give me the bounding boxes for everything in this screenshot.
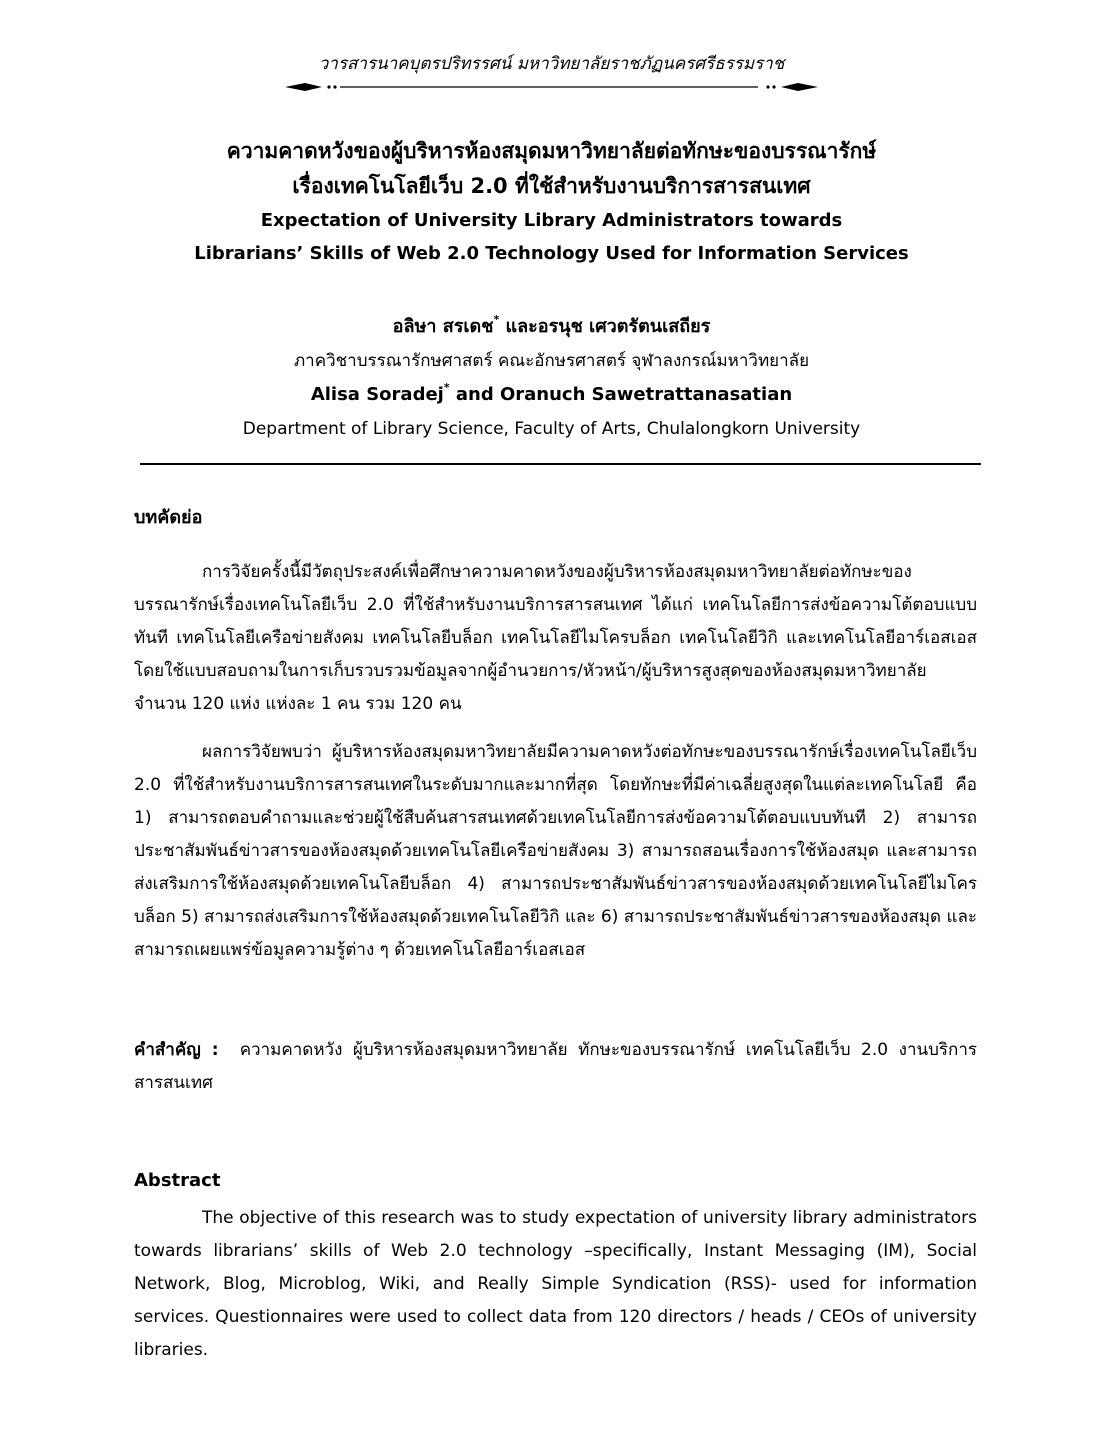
keywords-label: คำสำคัญ : [134, 1040, 219, 1060]
keywords-wrap [134, 1034, 977, 1100]
author2-th: และอรนุช เศวตรัตนเสถียร [499, 316, 711, 337]
separator-rule [140, 463, 981, 465]
title-en-line2: Librarians’ Skills of Web 2.0 Technology Used for Information Services [194, 243, 909, 264]
abstract-th-heading-text: บทคัดย่อ [134, 507, 203, 528]
corresponding-marker: * [443, 381, 450, 394]
title-en-line1: Expectation of University Library Administrators towards [260, 210, 843, 231]
title-th-line1: ความคาดหวังของผู้บริหารห้องสมุดมหาวิทยาลัยต่อทักษะของบรรณารักษ์ [226, 139, 877, 163]
title-th-line2: เรื่องเทคโนโลยีเว็บ 2.0 ที่ใช้สำหรับงานบริการสารสนเทศ [292, 174, 811, 198]
department-th: ภาควิชาบรรณารักษศาสตร์ คณะอักษรศาสตร์ จุฬาลงกรณ์มหาวิทยาลัย [293, 351, 810, 371]
abstract-th-heading [134, 502, 977, 531]
keywords-text: ความคาดหวัง ผู้บริหารห้องสมุดมหาวิทยาลัย ทักษะของบรรณารักษ์ เทคโนโลยีเว็บ 2.0 งานบริการสารสนเทศ [134, 1040, 977, 1093]
authors-th [0, 310, 1103, 344]
abstract-th-para1: การวิจัยครั้งนี้มีวัตถุประสงค์เพื่อศึกษาความคาดหวังของผู้บริหารห้องสมุดมหาวิทยาลัยต่อทักษะของบรรณารักษ์เรื่องเทคโนโลยีเว็บ 2.0 ที่ใช้สำหรับงานบริการสารสนเทศ ได้แก่ เทคโนโลยีการส่งข้อความโต้ตอบแบบทันที เทคโนโลยีเครือข่ายสังคม เทคโนโลยีบล็อก เทคโนโลยีไมโครบล็อก เทคโนโลยีวิกิ และเทคโนโลยีอาร์เอสเอส โดยใช้แบบสอบถามในการเก็บรวบรวมข้อมูลจากผู้อำนวยการ/หัวหน้า/ผู้บริหารสูงสุดของห้องสมุดมหาวิทยาลัย จำนวน 120 แห่ง แห่งละ 1 คน รวม 120 คน [134, 562, 977, 714]
author1-th: อลิษา สรเดช [392, 316, 494, 337]
abstract-en-para1-wrap [134, 1202, 977, 1367]
authors-en [0, 378, 1103, 412]
abstract-en-heading-text: Abstract [134, 1170, 221, 1191]
title-block [0, 134, 1103, 270]
abstract-th-para2: ผลการวิจัยพบว่า ผู้บริหารห้องสมุดมหาวิทยาลัยมีความคาดหวังต่อทักษะของบรรณารักษ์เรื่องเทคโนโลยีเว็บ 2.0 ที่ใช้สำหรับงานบริการสารสนเทศในระดับมากและมากที่สุด โดยทักษะที่มีค่าเฉลี่ยสูงสุดในแต่ละเทคโนโลยี คือ 1) สามารถตอบคำถามและช่วยผู้ใช้สืบค้นสารสนเทศด้วยเทคโนโลยีการส่งข้อความโต้ตอบแบบทันที 2) สามารถประชาสัมพันธ์ข่าวสารของห้องสมุดด้วยเทคโนโลยีเครือข่ายสังคม 3) สามารถสอนเรื่องการใช้ห้องสมุด และสามารถส่งเสริมการใช้ห้องสมุดด้วยเทคโนโลยีบล็อก 4) สามารถประชาสัมพันธ์ข่าวสารของห้องสมุดด้วยเทคโนโลยีไมโครบล็อก 5) สามารถส่งเสริมการใช้ห้องสมุดด้วยเทคโนโลยีวิกิ และ 6) สามารถประชาสัมพันธ์ข่าวสารของห้องสมุด และสามารถเผยแพร่ข้อมูลความรู้ต่าง ๆ ด้วยเทคโนโลยีอาร์เอสเอส [134, 742, 977, 960]
abstract-th-para1-wrap [134, 556, 977, 721]
author2-en: and Oranuch Sawetrattanasatian [449, 384, 793, 405]
keywords [134, 1034, 977, 1100]
corresponding-marker: * [493, 313, 500, 326]
journal-header: วารสารนาคบุตรปริทรรศน์ มหาวิทยาลัยราชภัฏนครศรีธรรมราช [318, 54, 785, 74]
abstract-en-heading [134, 1170, 977, 1191]
header-ornament [0, 76, 1103, 98]
author1-en: Alisa Soradej [310, 384, 444, 405]
abstract-en-para1: The objective of this research was to study expectation of university library administrators towards librarians’ skills of Web 2.0 technology –specifically, Instant Messaging (IM), Social Network, Blog, Microblog, Wiki, and Really Simple Syndication (RSS)- used for information services. Questionnaires were used to collect data from 120 directors / heads / CEOs of university libraries. [134, 1208, 977, 1360]
authors-block [0, 310, 1103, 446]
abstract-th-para2-wrap [134, 736, 977, 967]
department-en: Department of Library Science, Faculty of Arts, Chulalongkorn University [242, 419, 861, 439]
